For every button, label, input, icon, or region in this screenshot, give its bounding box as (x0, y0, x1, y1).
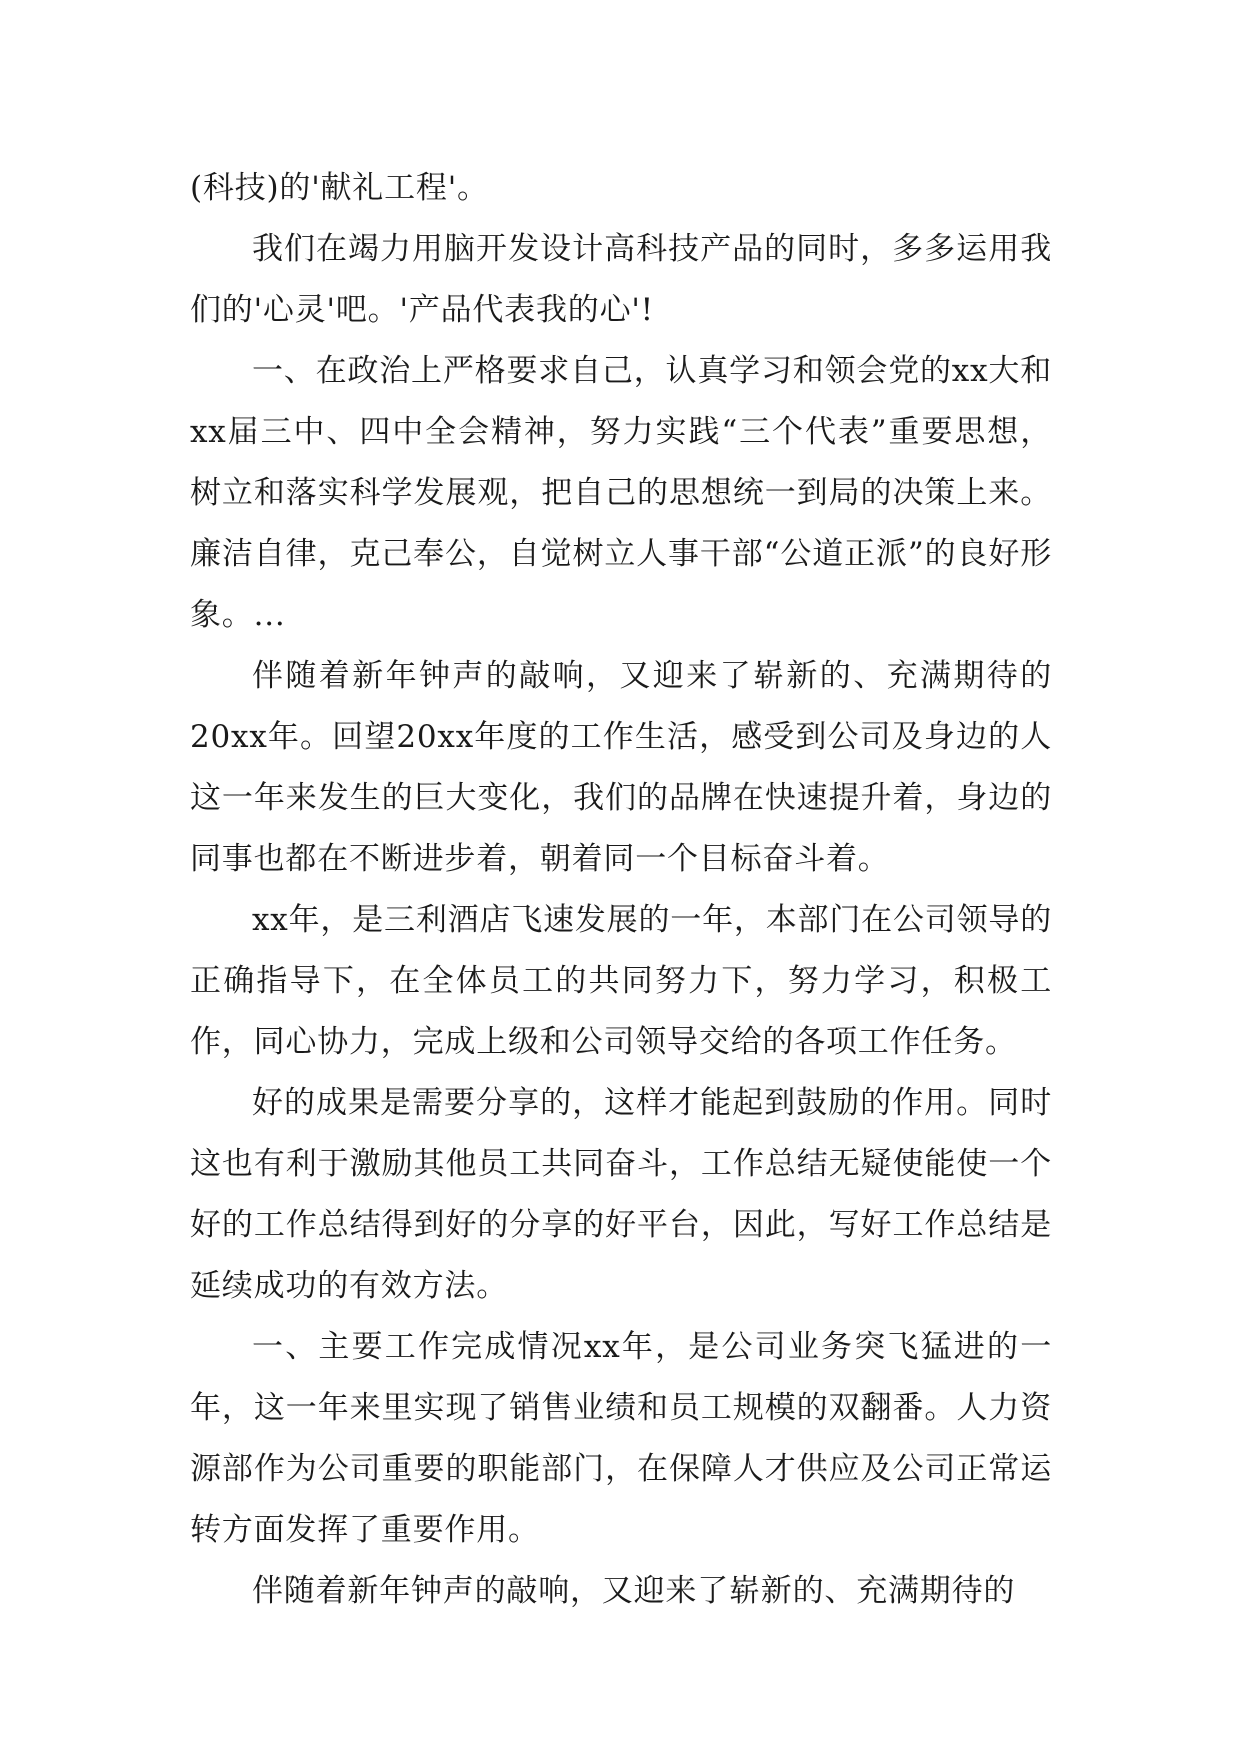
paragraph: xx年，是三利酒店飞速发展的一年，本部门在公司领导的正确指导下，在全体员工的共同努力下，努力学习，积极工作，同心协力，完成上级和公司领导交给的各项工作任务。 (190, 902, 1052, 1060)
paragraph: 伴随着新年钟声的敲响，又迎来了崭新的、充满期待的20xx年。回望20xx年度的工作生活，感受到公司及身边的人这一年来发生的巨大变化，我们的品牌在快速提升着，身边的同事也都在不断进步着，朝着同一个目标奋斗着。 (190, 658, 1052, 877)
document-body (190, 158, 1052, 1622)
paragraph-continuation: (科技)的'献礼工程'。 (190, 170, 489, 206)
paragraph: 伴随着新年钟声的敲响，又迎来了崭新的、充满期待的 (252, 1573, 1016, 1609)
paragraph: 好的成果是需要分享的，这样才能起到鼓励的作用。同时这也有利于激励其他员工共同奋斗，工作总结无疑使能使一个好的工作总结得到好的分享的好平台，因此，写好工作总结是延续成功的有效方法。 (190, 1085, 1052, 1304)
paragraph: 一、主要工作完成情况xx年，是公司业务突飞猛进的一年，这一年来里实现了销售业绩和员工规模的双翻番。人力资源部作为公司重要的职能部门，在保障人才供应及公司正常运转方面发挥了重要作用。 (190, 1329, 1052, 1548)
paragraph: 我们在竭力用脑开发设计高科技产品的同时，多多运用我们的'心灵'吧。'产品代表我的心'! (190, 231, 1052, 328)
paragraph: 一、在政治上严格要求自己，认真学习和领会党的xx大和xx届三中、四中全会精神，努力实践“三个代表”重要思想，树立和落实科学发展观，把自己的思想统一到局的决策上来。廉洁自律，克己奉公，自觉树立人事干部“公道正派”的良好形象。... (190, 353, 1052, 633)
